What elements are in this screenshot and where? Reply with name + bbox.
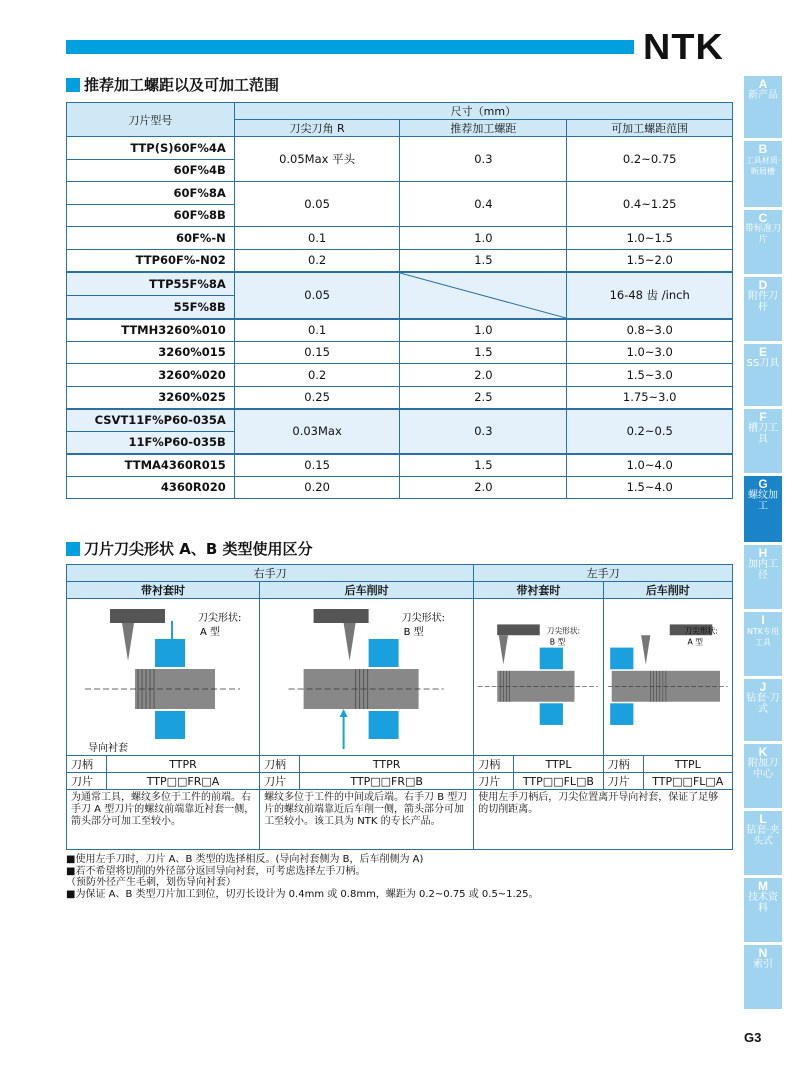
col-header-left-hand: 左手刀 xyxy=(474,565,733,582)
thread-diagram-left-b xyxy=(474,599,602,755)
thread-diagram-right-b xyxy=(260,599,473,755)
cell-pitch: 1.5 xyxy=(400,454,567,477)
tab-k[interactable]: K 附加刀中心 xyxy=(744,744,782,808)
insert-value: TTP□□FR□A xyxy=(107,773,260,790)
tip-shape-table xyxy=(66,564,733,850)
cell-r: 0.20 xyxy=(234,476,400,499)
table-row-model: 11F%P60-035B xyxy=(67,431,235,454)
tab-m[interactable]: M 技术资料 xyxy=(744,878,782,942)
thread-diagram-right-a xyxy=(67,599,259,755)
col-header-right-hand: 右手刀 xyxy=(67,565,474,582)
tab-l[interactable]: L 钻套·夹头式 xyxy=(744,811,782,875)
tab-e[interactable]: E SS刀具 xyxy=(744,344,782,406)
tab-d[interactable]: D 附件刀杆 xyxy=(744,277,782,341)
tip-type-label: A 型 xyxy=(687,637,703,647)
diagram-right-bush xyxy=(67,599,260,756)
table-row-model: TTMH3260%010 xyxy=(67,319,235,342)
col-header-model: 刀片型号 xyxy=(67,103,235,137)
diagram-left-back xyxy=(603,599,732,756)
diagonal-slash-icon xyxy=(400,273,566,318)
tip-type-label: A 型 xyxy=(200,627,221,638)
cell-pitch: 0.3 xyxy=(400,137,567,182)
bush-label: 导向衬套 xyxy=(88,743,129,754)
table-row-model: 4360R020 xyxy=(67,476,235,499)
page-number: G3 xyxy=(744,1030,762,1045)
table-row-model: CSVT11F%P60-035A xyxy=(67,409,235,432)
cell-range: 0.4~1.25 xyxy=(567,182,733,227)
cell-r: 0.2 xyxy=(234,364,400,387)
diagram-left-bush xyxy=(474,599,603,756)
insert-value: TTP□□FR□B xyxy=(300,773,474,790)
insert-label: 刀片 xyxy=(260,773,300,790)
holder-value: TTPL xyxy=(514,756,603,773)
note-line: ■为保证 A、B 类型刀片加工到位，切刃长设计为 0.4mm 或 0.8mm，螺距为 0.2~0.75 或 0.5~1.25。 xyxy=(66,888,539,900)
thread-diagram-left-a xyxy=(604,599,732,755)
square-bullet-icon xyxy=(66,78,80,92)
cell-pitch: 2.0 xyxy=(400,364,567,387)
cell-r: 0.15 xyxy=(234,454,400,477)
tip-type-label: B 型 xyxy=(550,637,566,647)
table-row-model: 60F%8B xyxy=(67,204,235,227)
cell-range: 1.5~2.0 xyxy=(567,249,733,272)
col-header-range: 可加工螺距范围 xyxy=(567,120,733,137)
insert-value: TTP□□FL□B xyxy=(514,773,603,790)
section-title-pitch: 推荐加工螺距以及可加工范围 xyxy=(66,74,279,95)
col-header-pitch: 推荐加工螺距 xyxy=(400,120,567,137)
pitch-range-table xyxy=(66,102,733,499)
cell-range: 1.5~4.0 xyxy=(567,476,733,499)
cell-r: 0.1 xyxy=(234,227,400,250)
table-row-model: 60F%4B xyxy=(67,159,235,182)
table-row-model: 60F%-N xyxy=(67,227,235,250)
cell-r: 0.15 xyxy=(234,341,400,364)
cell-pitch: 2.0 xyxy=(400,476,567,499)
tab-h[interactable]: H 加内工径 xyxy=(744,545,782,609)
cell-range: 1.5~3.0 xyxy=(567,364,733,387)
note-line: ■若不希望将切削的外径部分返回导向衬套，可考虑选择左手刀柄。 xyxy=(66,865,366,877)
col-header-r: 刀尖刀角 R xyxy=(234,120,400,137)
table-row-model: 55F%8B xyxy=(67,295,235,319)
header-accent-bar xyxy=(66,40,634,54)
cell-pitch: 2.5 xyxy=(400,386,567,409)
cell-r: 0.2 xyxy=(234,249,400,272)
cell-range: 0.8~3.0 xyxy=(567,319,733,342)
tab-g[interactable]: G 螺纹加工 xyxy=(744,476,782,542)
description-right-b: 螺纹多位于工件的中间或后端。右手刀 B 型刀片的螺纹前端靠近后车削一侧，箭头部分可加工至较小。该工具为 NTK 的专长产品。 xyxy=(260,790,474,850)
table-row-model: 3260%020 xyxy=(67,364,235,387)
col-header-back-turn: 后车削时 xyxy=(260,582,474,599)
holder-label: 刀柄 xyxy=(603,756,643,773)
cell-r: 0.05 xyxy=(234,272,400,319)
col-header-with-bush: 带衬套时 xyxy=(67,582,260,599)
tab-i[interactable]: I NTK专用工具 xyxy=(744,612,782,676)
table-row-model: 3260%015 xyxy=(67,341,235,364)
tab-b[interactable]: B 工具材质·断屑槽 xyxy=(744,141,782,207)
table-row-model: 60F%8A xyxy=(67,182,235,205)
tab-c[interactable]: C 带标准刀片 xyxy=(744,210,782,274)
cell-r: 0.05 xyxy=(234,182,400,227)
section-title-tip-shape: 刀片刀尖形状 A、B 类型使用区分 xyxy=(66,538,313,559)
tip-shape-label: 刀尖形状: xyxy=(198,613,242,624)
holder-value: TTPR xyxy=(300,756,474,773)
cell-pitch: 1.5 xyxy=(400,341,567,364)
cell-r: 0.03Max xyxy=(234,409,400,454)
table-row-model: TTP60F%-N02 xyxy=(67,249,235,272)
note-line: （预防外径产生毛刺，划伤导向衬套） xyxy=(66,877,236,888)
tip-shape-label: 刀尖形状: xyxy=(546,626,581,636)
col-header-with-bush: 带衬套时 xyxy=(474,582,603,599)
description-right-a: 为通常工具，螺纹多位于工件的前端。右手刀 A 型刀片的螺纹前端靠近衬套一侧，箭头部分可加工至较小。 xyxy=(67,790,260,850)
table-row-model: TTMA4360R015 xyxy=(67,454,235,477)
insert-label: 刀片 xyxy=(474,773,514,790)
holder-label: 刀柄 xyxy=(67,756,107,773)
cell-pitch: 0.3 xyxy=(400,409,567,454)
cell-range: 1.0~3.0 xyxy=(567,341,733,364)
insert-value: TTP□□FL□A xyxy=(643,773,732,790)
section-tabs xyxy=(744,76,782,1012)
holder-label: 刀柄 xyxy=(474,756,514,773)
cell-r: 0.25 xyxy=(234,386,400,409)
notes xyxy=(66,854,538,900)
note-line: ■使用左手刀时，刀片 A、B 类型的选择相反。(导向衬套侧为 B，后车削侧为 A) xyxy=(66,854,424,865)
col-header-back-turn: 后车削时 xyxy=(603,582,732,599)
cell-r: 0.1 xyxy=(234,319,400,342)
cell-range: 0.2~0.75 xyxy=(567,137,733,182)
cell-pitch-empty xyxy=(400,272,567,319)
cell-range: 16-48 齿 /inch xyxy=(567,272,733,319)
holder-value: TTPR xyxy=(107,756,260,773)
table-row-model: 3260%025 xyxy=(67,386,235,409)
cell-range: 1.75~3.0 xyxy=(567,386,733,409)
col-header-size: 尺寸（mm） xyxy=(234,103,732,120)
tip-shape-label: 刀尖形状: xyxy=(684,626,718,636)
table-row-model: TTP55F%8A xyxy=(67,272,235,296)
cell-pitch: 0.4 xyxy=(400,182,567,227)
table-row-model: TTP(S)60F%4A xyxy=(67,137,235,160)
cell-range: 1.0~4.0 xyxy=(567,454,733,477)
cell-range: 1.0~1.5 xyxy=(567,227,733,250)
holder-value: TTPL xyxy=(643,756,732,773)
insert-label: 刀片 xyxy=(67,773,107,790)
cell-range: 0.2~0.5 xyxy=(567,409,733,454)
tip-shape-label: 刀尖形状: xyxy=(401,613,446,624)
cell-pitch: 1.5 xyxy=(400,249,567,272)
square-bullet-icon xyxy=(66,542,80,556)
description-left: 使用左手刀柄后，刀尖位置离开导向衬套，保证了足够的切削距离。 xyxy=(474,790,733,850)
diagram-right-back xyxy=(260,599,474,756)
tip-type-label: B 型 xyxy=(403,627,424,638)
holder-label: 刀柄 xyxy=(260,756,300,773)
cell-pitch: 1.0 xyxy=(400,227,567,250)
tab-n[interactable]: N 索引 xyxy=(744,945,782,1009)
brand-logo: NTK xyxy=(643,26,724,67)
tab-a[interactable]: A 新产品 xyxy=(744,76,782,138)
tab-j[interactable]: J 钻套·刀式 xyxy=(744,679,782,741)
cell-r: 0.05Max 平头 xyxy=(234,137,400,182)
tab-f[interactable]: F 槽刀工具 xyxy=(744,409,782,473)
insert-label: 刀片 xyxy=(603,773,643,790)
cell-pitch: 1.0 xyxy=(400,319,567,342)
